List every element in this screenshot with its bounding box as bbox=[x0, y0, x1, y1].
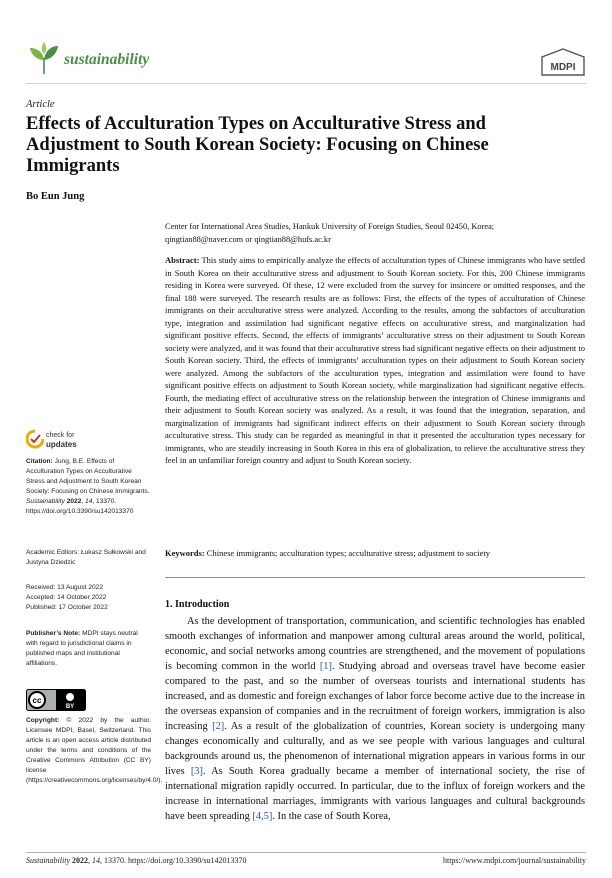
publisher-note-text: MDPI stays neutral with regard to jurisdictional claims in published maps and institutional affiliations. bbox=[26, 630, 138, 667]
copyright-label: Copyright: bbox=[26, 717, 60, 724]
header-divider bbox=[26, 83, 586, 84]
author-email[interactable]: qingtian88@naver.com or qingtian88@hufs.ac.kr bbox=[165, 234, 331, 244]
mdpi-logo bbox=[540, 48, 586, 76]
publisher-note bbox=[26, 629, 151, 669]
svg-text:cc: cc bbox=[32, 696, 42, 705]
citation-label: Citation: bbox=[26, 458, 53, 465]
citation-journal: Sustainability bbox=[26, 498, 65, 505]
footer-journal: Sustainability bbox=[26, 856, 70, 865]
section-title: 1. Introduction bbox=[165, 599, 230, 610]
footer-journal-url[interactable]: https://www.mdpi.com/journal/sustainability bbox=[442, 856, 586, 865]
cc-by-license-icon[interactable] bbox=[26, 689, 86, 711]
check-updates-line2: updates bbox=[46, 440, 77, 449]
article-title: Effects of Acculturation Types on Acculturative Stress and Adjustment to South Korean Society: Focusing on Chinese Immigrants bbox=[26, 114, 489, 176]
accepted-date: Accepted: 14 October 2022 bbox=[26, 594, 107, 601]
published-date: Published: 17 October 2022 bbox=[26, 604, 108, 611]
citation-link[interactable]: [1] bbox=[319, 661, 332, 672]
publisher-name: MDPI bbox=[550, 62, 576, 73]
affiliation bbox=[165, 221, 585, 246]
citation-doi[interactable]: , 13370. https://doi.org/10.3390/su142013370 bbox=[26, 498, 134, 515]
footer-doi[interactable]: , 13370. https://doi.org/10.3390/su142013370 bbox=[100, 856, 247, 865]
intro-text-4: . As South Korea gradually became a member of international society, the rise of international migration rapidly occurred. In particular, due to the influx of foreign workers and the increase in international marriages, immigrants with various languages and cultural backgrounds have been spreading bbox=[165, 766, 585, 822]
intro-text-5: . In the case of South Korea, bbox=[272, 811, 391, 822]
check-updates-line1: check for bbox=[46, 432, 75, 439]
introduction-paragraph bbox=[165, 614, 585, 824]
dates-block bbox=[26, 583, 151, 613]
citation-link[interactable]: [2] bbox=[212, 721, 225, 732]
citation-year: 2022 bbox=[66, 498, 82, 505]
footer-divider bbox=[26, 852, 586, 853]
check-for-updates-button[interactable] bbox=[26, 430, 106, 452]
citation-text: Jung, B.E. Effects of Acculturation Types on Acculturative Stress and Adjustment to South Korean Society: Focusing on Chinese Immigrants. bbox=[26, 458, 150, 495]
journal-name: sustainability bbox=[64, 51, 150, 68]
intro-text-1: As the development of transportation, communication, and scientific technologies has enabled smooth exchanges of information and manpower among cultural areas around the world, political, economic, and social networks among countries are strengthened, and the movement of populations is becoming common in the world bbox=[165, 616, 585, 672]
copyright-text: © 2022 by the author. Licensee MDPI, Basel, Switzerland. This article is an open access article distributed under the terms and conditions of the Creative Commons Attribution (CC BY) license (https://creativecommons.org/licenses/by/4.0/). bbox=[26, 717, 163, 784]
footer-citation: Sustainability 2022, 14, 13370. https://doi.org/10.3390/su142013370 bbox=[26, 856, 247, 865]
citation-volume: 14 bbox=[85, 498, 93, 505]
footer-year: 2022 bbox=[72, 856, 88, 865]
academic-editors: Academic Editors: Łukasz Sułkowski and Justyna Dziedzic bbox=[26, 549, 146, 566]
intro-text-2: . Studying abroad and overseas travel have become easier compared to the past, and so the number of overseas tourists and international students has increased, and as domestic and foreign exchanges of labor force become active due to the increase in the overseas expansion of companies and in the recruitment of foreign workers, immigration is also increasing bbox=[165, 661, 585, 732]
keywords-divider bbox=[165, 577, 585, 578]
footer-volume: 14 bbox=[92, 856, 100, 865]
article-author: Bo Eun Jung bbox=[26, 191, 85, 202]
abstract bbox=[165, 254, 585, 467]
citation-link[interactable]: [3] bbox=[190, 766, 203, 777]
abstract-label: Abstract: bbox=[165, 255, 200, 265]
check-updates-icon bbox=[26, 430, 44, 450]
keywords bbox=[165, 547, 585, 560]
intro-text-3: . As a result of the globalization of countries, Korean society is undergoing many changes economically and culturally, and as we see people with various languages and cultural backgrounds around us, the phenomenon of international migration appears in various forms in our lives bbox=[165, 721, 586, 777]
cc-by-label: BY bbox=[65, 704, 75, 710]
keywords-label: Keywords: bbox=[165, 548, 205, 558]
abstract-text: This study aims to empirically analyze the effects of acculturation types of Chinese immigrants who have settled in South Korea on their acculturative stress and adjustment to South Korean society. For this, 200 Chinese immigrants residing in Korea were surveyed. Of these, 12 were excluded from the survey for insincere or omitted responses, and the final 188 were surveyed. The research results are as follows: First, the effects of the types of acculturation of Chinese immigrants on their acculturative stress were analyzed. According to the results, among the subfactors of acculturation type, integration and assimilation had significant negative effects on acculturative stress, and marginalization had significant positive effects. Second, the effects of immigrants’ acculturative stress on their adjustment to South Korean society were analyzed, and it was found that their acculturative stress had significant negative effects on their adjustment to South Korean society. Third, the effects of immigrants’ acculturation types on their adjustment to South Korean society were analyzed. Among the subfactors of the acculturation types, integration and assimilation were found to have significant positive effects on adjustment to South Korean society, while marginalization had significant negative effects. Fourth, the mediating effect of acculturative stress on the relationship between the integration of Chinese immigrants and their adjustment to South Korean society was analyzed. As a result, it was found that the integration, separation, and marginalization of immigrants had significant indirect effects on their adjustment to South Korean society through acculturative stress. This study can be regarded as meaningful in that it presented the acculturation types necessary for immigrants, who are steadily increasing in South Korea in this era of globalization, to relieve the acculturative stress they feel in an unfamiliar foreign country and adjust to South Korean society. bbox=[165, 255, 585, 465]
copyright-block bbox=[26, 716, 163, 786]
citation-link[interactable]: [4,5] bbox=[252, 811, 273, 822]
received-date: Received: 13 August 2022 bbox=[26, 584, 103, 591]
citation-block: Citation: Jung, B.E. Effects of Acculturation Types on Acculturative Stress and Adjustment to South Korean Society: Focusing on Chinese Immigrants. Sustainability 2022, 14, 13370. https://doi.org/10.3390/su142013370 bbox=[26, 458, 150, 515]
article-type: Article bbox=[26, 99, 55, 110]
sustainability-leaf-icon bbox=[26, 40, 62, 76]
publisher-note-label: Publisher’s Note: bbox=[26, 630, 81, 637]
affiliation-text: Center for International Area Studies, Hankuk University of Foreign Studies, Seoul 02450, Korea; bbox=[165, 222, 495, 231]
keywords-text: Chinese immigrants; acculturation types; acculturative stress; adjustment to society bbox=[206, 548, 491, 558]
